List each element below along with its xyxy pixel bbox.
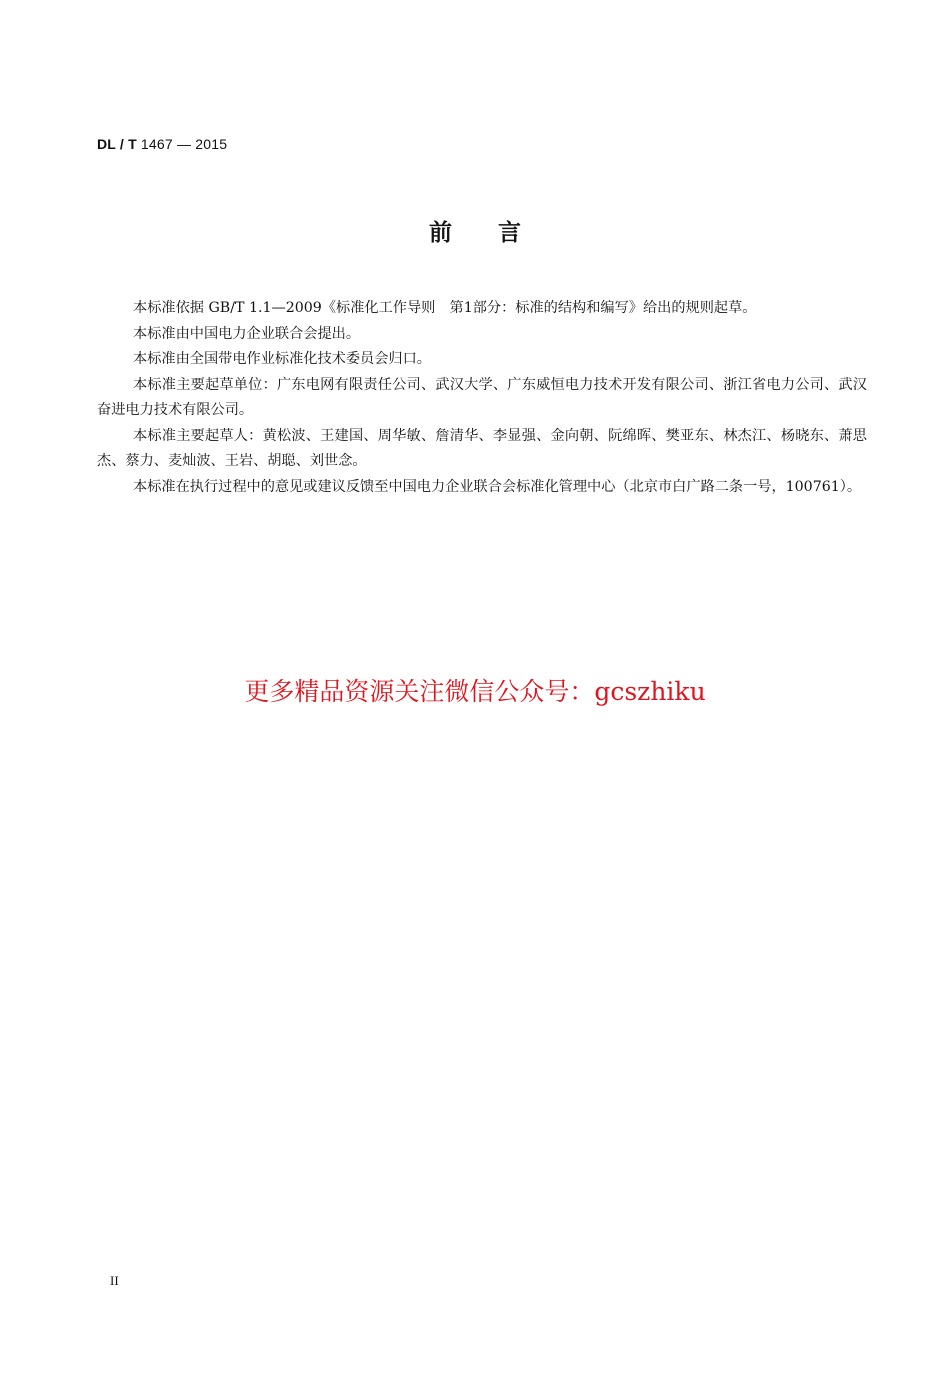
paragraph-drafting-rules: 本标准依据 GB/T 1.1—2009《标准化工作导则 第1部分：标准的结构和编写》给出的规则起草。: [133, 300, 757, 316]
paragraph-feedback: 本标准在执行过程中的意见或建议反馈至中国电力企业联合会标准化管理中心（北京市白广路二条一号，100761）。: [133, 478, 862, 495]
foreword-title: 前言: [429, 220, 567, 246]
foreword-body: [97, 296, 867, 500]
paragraph-proposer: 本标准由中国电力企业联合会提出。: [133, 325, 361, 342]
paragraph-administrator: 本标准由全国带电作业标准化技术委员会归口。: [133, 351, 431, 367]
paragraph-drafting-units: 本标准主要起草单位：广东电网有限责任公司、武汉大学、广东威恒电力技术开发有限公司、浙江省电力公司、武汉奋进电力技术有限公司。: [97, 376, 867, 418]
page-number: II: [110, 1273, 119, 1288]
paragraph-drafters: 本标准主要起草人：黄松波、王建国、周华敏、詹清华、李显强、金向朝、阮绵晖、樊亚东、林杰江、杨晓东、萧思杰、蔡力、麦灿波、王岩、胡聪、刘世念。: [97, 427, 867, 469]
standard-code-prefix: DL / T: [97, 136, 137, 152]
standard-code: [97, 136, 227, 152]
standard-code-number: 1467 — 2015: [136, 136, 228, 152]
watermark-promo-text: 更多精品资源关注微信公众号：gcszhiku: [244, 677, 706, 706]
